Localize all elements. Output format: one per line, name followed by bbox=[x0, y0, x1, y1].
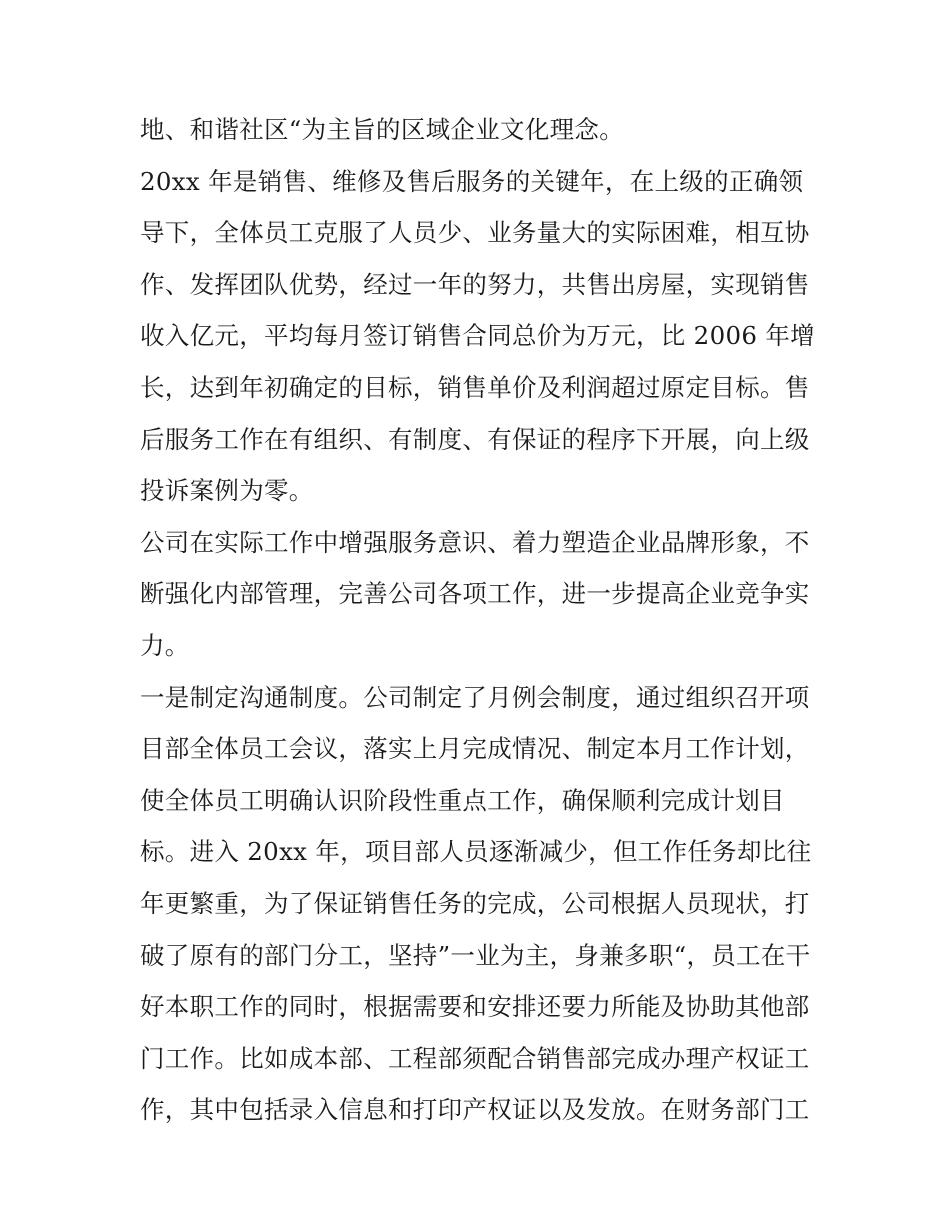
text-line: 好本职工作的同时，根据需要和安排还要力所能及协助其他部 bbox=[140, 992, 810, 1022]
text-line: 作，其中包括录入信息和打印产权证以及发放。在财务部门工 bbox=[140, 1095, 810, 1125]
text-line: 年更繁重，为了保证销售任务的完成，公司根据人员现状，打 bbox=[140, 888, 810, 918]
text-line: 断强化内部管理，完善公司各项工作，进一步提高企业竞争实 bbox=[140, 579, 810, 609]
text-line: 收入亿元，平均每月签订销售合同总价为万元，比 2006 年增 bbox=[140, 321, 815, 351]
text-line: 导下，全体员工克服了人员少、业务量大的实际困难，相互协 bbox=[140, 218, 810, 248]
text-line: 长，达到年初确定的目标，销售单价及利润超过原定目标。售 bbox=[140, 372, 810, 402]
text-line: 使全体员工明确认识阶段性重点工作，确保顺利完成计划目 bbox=[140, 785, 785, 815]
text-line: 门工作。比如成本部、工程部须配合销售部完成办理产权证工 bbox=[140, 1043, 810, 1073]
text-line: 破了原有的部门分工，坚持”一业为主，身兼多职“，员工在干 bbox=[140, 940, 811, 970]
text-line: 后服务工作在有组织、有制度、有保证的程序下开展，向上级 bbox=[140, 424, 810, 454]
text-line: 投诉案例为零。 bbox=[140, 476, 314, 506]
text-line: 目部全体员工会议，落实上月完成情况、制定本月工作计划， bbox=[140, 734, 810, 764]
text-line: 力。 bbox=[140, 630, 190, 660]
text-line: 一是制定沟通制度。公司制定了月例会制度，通过组织召开项 bbox=[140, 682, 810, 712]
body-text bbox=[140, 104, 820, 1136]
text-line: 作、发挥团队优势，经过一年的努力，共售出房屋，实现销售 bbox=[140, 269, 810, 299]
text-line: 地、和谐社区“为主旨的区域企业文化理念。 bbox=[140, 115, 625, 144]
text-line: 标。进入 20xx 年，项目部人员逐渐减少，但工作任务却比往 bbox=[140, 837, 812, 867]
text-line: 公司在实际工作中增强服务意识、着力塑造企业品牌形象，不 bbox=[140, 527, 810, 557]
text-line: 20xx 年是销售、维修及售后服务的关键年，在上级的正确领 bbox=[140, 166, 804, 196]
